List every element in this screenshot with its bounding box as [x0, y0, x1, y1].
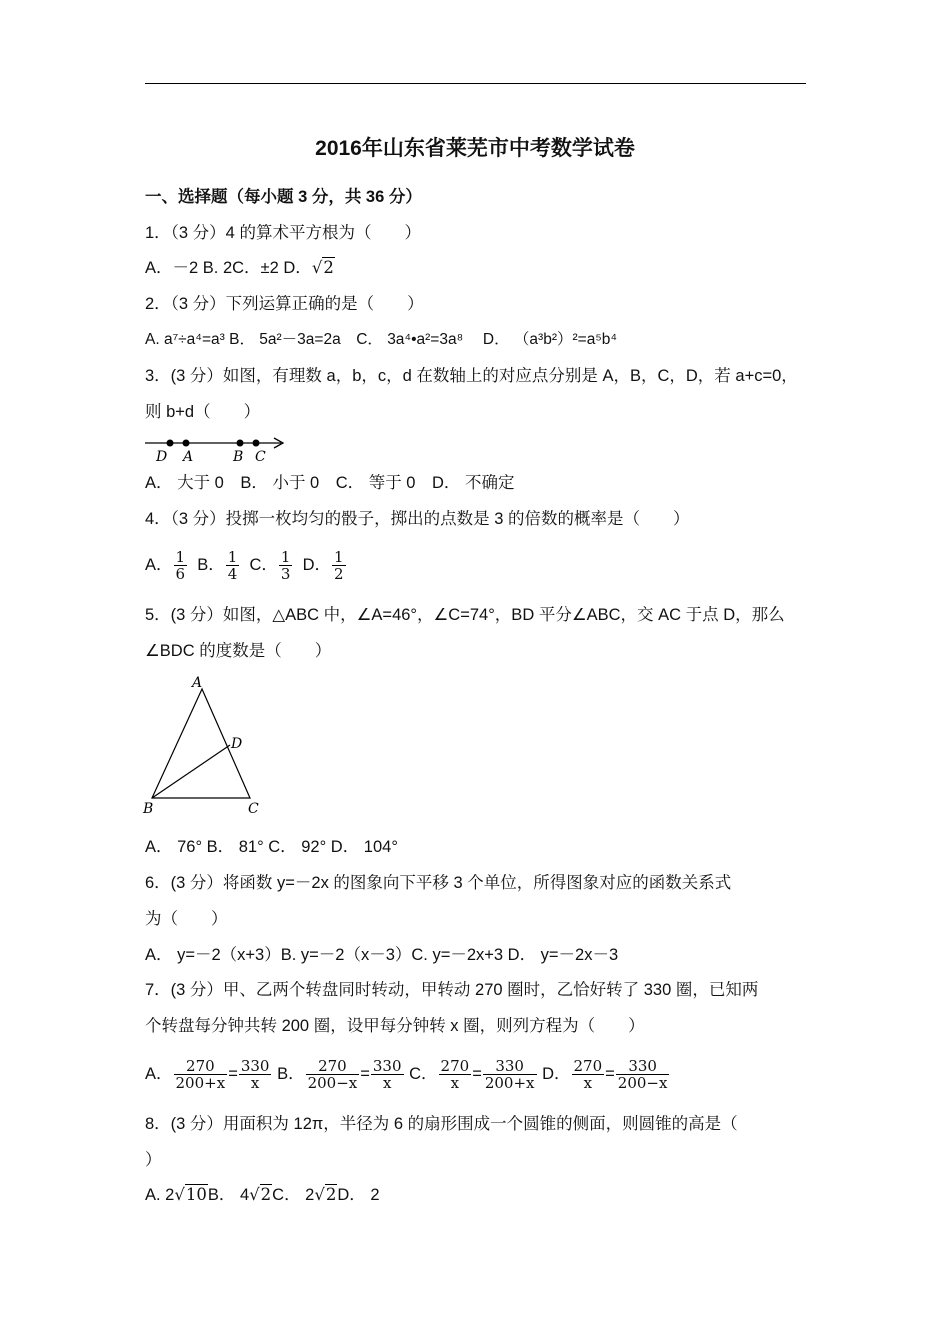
q7-a-left-fraction	[174, 1058, 228, 1091]
q7-c-right-fraction	[483, 1058, 537, 1091]
q8-stem-line2: ）	[145, 1151, 162, 1169]
q8-a-radicand: 10	[185, 1185, 207, 1204]
q8-a-sqrt: √10	[174, 1185, 207, 1204]
q8-options	[145, 1184, 380, 1206]
q7-d-left-num: 270	[573, 1057, 603, 1076]
q7-label-b: B．	[277, 1065, 305, 1083]
q4-fraction-a-num: 1	[175, 548, 186, 567]
q7-c-left-num: 270	[440, 1057, 470, 1076]
q8-b-sqrt: √2	[249, 1185, 272, 1204]
q4-fraction-a	[174, 549, 188, 582]
q7-a-right-den: x	[250, 1074, 260, 1093]
number-line-figure	[143, 432, 293, 466]
q7-label-d: D．	[542, 1065, 571, 1083]
q4-fraction-b-num: 1	[227, 548, 238, 567]
q7-options: A． $\frac{270}{200+x}$ = $\frac{330}{x}$ B． $\frac{270}{200-x}$ = $\frac{330}{x}$ C． $\frac{270}{x}$ = $\frac{330}{200+x}$ D． $\frac{270}{x}$ = $\frac{330}{200-x}$	[145, 1057, 668, 1093]
q7-b-right-fraction	[371, 1058, 404, 1091]
q5-options: A． 76° B． 81° C． 92° D． 104°	[145, 838, 398, 856]
q1-option-d-sqrt: √2	[311, 258, 334, 277]
q7-d-right-fraction	[616, 1058, 670, 1091]
q3-stem-line1: 3．(3 分）如图，有理数 a，b，c，d 在数轴上的对应点分别是 A，B，C，D，若 a+c=0，	[145, 367, 798, 385]
q7-a-right-fraction	[239, 1058, 272, 1091]
q4-label-c: C．	[249, 556, 278, 574]
q7-d-right-den: 200−x	[617, 1074, 668, 1093]
q7-a-left-den: 200+x	[175, 1074, 226, 1093]
point-label-d: D	[156, 449, 168, 465]
q4-fraction-c	[279, 549, 293, 582]
q4-fraction-a-den: 6	[175, 565, 186, 584]
q3-stem-line2: 则 b+d（ ）	[145, 403, 261, 421]
q4-fraction-c-den: 3	[280, 565, 291, 584]
q7-d-left-den: x	[583, 1074, 593, 1093]
q8-c-radicand: 2	[325, 1185, 337, 1204]
q8-b-radicand: 2	[260, 1185, 272, 1204]
q7-a-left-num: 270	[174, 1058, 228, 1075]
q7-c-left-den: x	[450, 1074, 460, 1093]
point-label-c: C	[255, 449, 266, 465]
q4-label-a: A．	[145, 556, 173, 574]
q7-c-right-den: 200+x	[484, 1074, 535, 1093]
q4-fraction-d-num: 1	[334, 548, 344, 567]
q3-options: A． 大于 0 B． 小于 0 C． 等于 0 D． 不确定	[145, 474, 515, 492]
q8-stem-line1: 8．(3 分）用面积为 12π，半径为 6 的扇形围成一个圆锥的侧面，则圆锥的高是（	[145, 1115, 738, 1133]
q6-stem-line2: 为（ ）	[145, 910, 228, 928]
header-rule	[145, 83, 806, 84]
q7-label-c: C．	[409, 1065, 438, 1083]
q7-b-right-num: 330	[372, 1057, 402, 1076]
vertex-label-d: D	[231, 736, 243, 752]
q1-option-c: C．±2	[232, 259, 279, 277]
q7-b-right-den: x	[382, 1074, 392, 1093]
q1-options	[145, 257, 335, 279]
q8-label-b: B． 4	[207, 1186, 250, 1204]
q4-options	[145, 545, 347, 585]
point-label-b: B	[233, 449, 244, 465]
q4-label-b: B．	[197, 556, 225, 574]
vertex-label-b: B	[143, 801, 154, 817]
q6-options: A． y=－2（x+3）B. y=－2（x－3）C. y=－2x+3 D． y=－2x－3	[145, 946, 619, 964]
q4-fraction-c-num: 1	[280, 548, 291, 567]
q8-label-a: A. 2	[145, 1186, 175, 1204]
q7-c-right-num: 330	[483, 1058, 537, 1075]
q1-stem: 1．（3 分）4 的算术平方根为（ ）	[145, 224, 421, 242]
q8-label-d: D． 2	[337, 1186, 380, 1204]
page-title: 2016年山东省莱芜市中考数学试卷	[315, 137, 635, 160]
q4-stem: 4．（3 分）投掷一枚均匀的骰子，掷出的点数是 3 的倍数的概率是（ ）	[145, 510, 690, 528]
q1-option-d-radicand: 2	[323, 258, 334, 277]
q4-fraction-d-den: 2	[334, 565, 344, 584]
q5-stem-line1: 5．(3 分）如图，△ABC 中，∠A=46°，∠C=74°，BD 平分∠ABC，交 AC 于点 D，那么	[145, 606, 785, 624]
section-heading: 一、选择题（每小题 3 分，共 36 分）	[145, 188, 422, 206]
q2-stem: 2．（3 分）下列运算正确的是（ ）	[145, 295, 424, 313]
point-label-a: A	[183, 449, 194, 465]
q1-option-d: D．	[283, 259, 312, 277]
q4-fraction-b	[226, 549, 240, 582]
triangle-figure	[140, 672, 270, 820]
q7-stem-line1: 7．(3 分）甲、乙两个转盘同时转动，甲转动 270 圈时，乙恰好转了 330 圈，已知两	[145, 981, 759, 999]
q7-stem-line2: 个转盘每分钟共转 200 圈，设甲每分钟转 x 圈，则列方程为（ ）	[145, 1017, 645, 1035]
q4-label-d: D．	[302, 556, 332, 574]
q7-d-right-num: 330	[616, 1058, 670, 1075]
q7-a-right-num: 330	[240, 1057, 270, 1076]
q7-c-left-fraction	[439, 1058, 472, 1091]
q8-label-c: C． 2	[272, 1186, 315, 1204]
q4-fraction-b-den: 4	[227, 565, 238, 584]
q7-b-left-den: 200−x	[307, 1074, 358, 1093]
q1-option-a: A．－2	[145, 259, 199, 277]
vertex-label-c: C	[248, 801, 259, 817]
q7-b-left-num: 270	[306, 1058, 360, 1075]
q6-stem-line1: 6．(3 分）将函数 y=－2x 的图象向下平移 3 个单位，所得图象对应的函数关系式	[145, 874, 732, 892]
q4-fraction-d	[332, 549, 346, 582]
q7-b-left-fraction	[306, 1058, 360, 1091]
q5-stem-line2: ∠BDC 的度数是（ ）	[145, 642, 332, 660]
q7-d-left-fraction	[572, 1058, 605, 1091]
vertex-label-a: A	[192, 675, 203, 691]
q2-options: A. a⁷÷a⁴=a³ B． 5a²－3a=2a C． 3a⁴•a²=3a⁸ D． （a³b²）²=a⁵b⁴	[145, 331, 618, 348]
q7-label-a: A．	[145, 1065, 173, 1083]
q8-c-sqrt: √2	[314, 1185, 337, 1204]
q1-option-b: B. 2	[202, 259, 233, 277]
